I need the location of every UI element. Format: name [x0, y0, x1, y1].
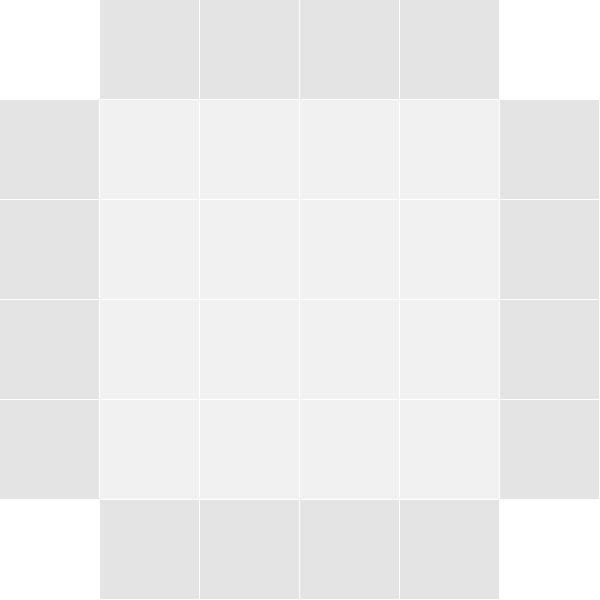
board-cell-r4-c2[interactable]	[200, 400, 299, 499]
edge-cell-r5-c3[interactable]	[300, 500, 399, 599]
edge-cell-r0-c3[interactable]	[300, 0, 399, 99]
edge-cell-r0-c1[interactable]	[100, 0, 199, 99]
edge-cell-r4-c0[interactable]	[0, 400, 99, 499]
board-cell-r3-c1[interactable]	[100, 300, 199, 399]
board-cell-r3-c2[interactable]	[200, 300, 299, 399]
edge-cell-r3-c0[interactable]	[0, 300, 99, 399]
board-cell-r1-c1[interactable]	[100, 100, 199, 199]
board-cell-r3-c4[interactable]	[400, 300, 499, 399]
edge-cell-r0-c2[interactable]	[200, 0, 299, 99]
board-cell-r2-c3[interactable]	[300, 200, 399, 299]
board-cell-r2-c4[interactable]	[400, 200, 499, 299]
edge-cell-r5-c2[interactable]	[200, 500, 299, 599]
edge-cell-r1-c5[interactable]	[500, 100, 599, 199]
edge-cell-r0-c4[interactable]	[400, 0, 499, 99]
board-cell-r2-c1[interactable]	[100, 200, 199, 299]
edge-cell-r5-c1[interactable]	[100, 500, 199, 599]
board-cell-r4-c1[interactable]	[100, 400, 199, 499]
edge-cell-r1-c0[interactable]	[0, 100, 99, 199]
board-cell-r4-c3[interactable]	[300, 400, 399, 499]
edge-cell-r4-c5[interactable]	[500, 400, 599, 499]
board-cell-r1-c2[interactable]	[200, 100, 299, 199]
board-cell-r2-c2[interactable]	[200, 200, 299, 299]
edge-cell-r3-c5[interactable]	[500, 300, 599, 399]
board-cell-r1-c3[interactable]	[300, 100, 399, 199]
edge-cell-r2-c0[interactable]	[0, 200, 99, 299]
board-cell-r4-c4[interactable]	[400, 400, 499, 499]
board-cell-r1-c4[interactable]	[400, 100, 499, 199]
board-cell-r3-c3[interactable]	[300, 300, 399, 399]
edge-cell-r2-c5[interactable]	[500, 200, 599, 299]
edge-cell-r5-c4[interactable]	[400, 500, 499, 599]
